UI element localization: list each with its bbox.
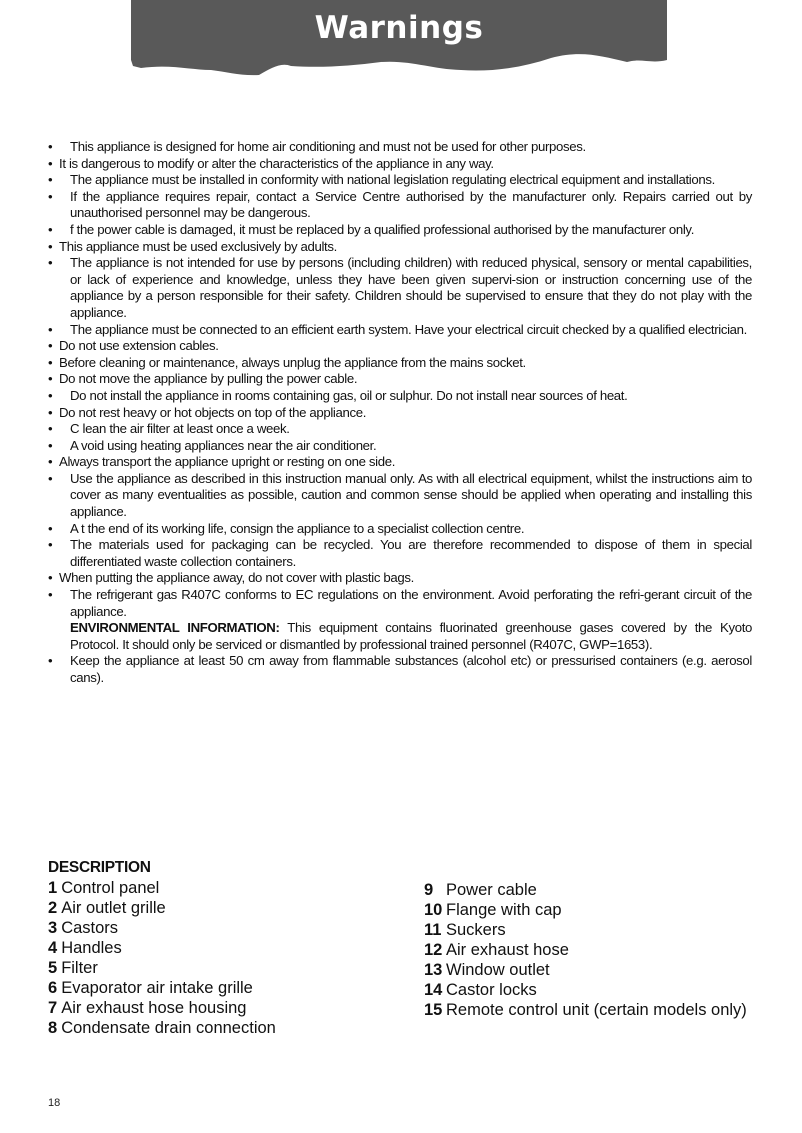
warning-item <box>48 172 752 189</box>
bullet-icon: • <box>48 238 53 254</box>
warning-text: A void using heating appliances near the air conditioner. <box>70 437 377 453</box>
component-number: 15 <box>424 1001 443 1019</box>
component-label: Evaporator air intake grille <box>61 979 253 997</box>
component-label: Castors <box>61 919 119 937</box>
warning-item <box>48 438 752 455</box>
warning-text: The refrigerant gas R407C conforms to EC regulations on the environment. Avoid perforating the refri-gerant circuit of the appliance. <box>70 587 752 619</box>
component-number: 14 <box>424 981 443 999</box>
warning-item <box>48 471 752 521</box>
description-right-column <box>424 880 752 1020</box>
component-label: Flange with cap <box>446 901 562 919</box>
bullet-icon: • <box>48 570 53 586</box>
bullet-icon: • <box>48 387 53 403</box>
component-label: Remote control unit (certain models only) <box>446 1001 747 1019</box>
bullet-icon: • <box>48 520 53 536</box>
component-label: Suckers <box>446 921 506 939</box>
bullet-icon: • <box>48 221 53 237</box>
component-label: Handles <box>61 939 122 957</box>
warning-text: When putting the appliance away, do not cover with plastic bags. <box>59 570 414 586</box>
warning-item <box>48 189 752 222</box>
warning-item <box>48 322 752 339</box>
warning-text: The appliance must be connected to an efficient earth system. Have your electrical circuit checked by a qualified electrician. <box>70 321 747 337</box>
warning-text: Do not use extension cables. <box>59 338 219 354</box>
component-label: Castor locks <box>446 981 537 999</box>
component-number: 7 <box>48 999 58 1017</box>
environmental-info-label: ENVIRONMENTAL INFORMATION: <box>70 620 280 636</box>
warning-item <box>48 653 752 686</box>
component-label: Air outlet grille <box>61 899 166 917</box>
environmental-info <box>70 620 752 653</box>
warning-item <box>48 587 752 653</box>
component-list-item <box>48 938 378 958</box>
component-number: 3 <box>48 919 58 937</box>
warning-text: Keep the appliance at least 50 cm away from flammable substances (alcohol etc) or pressurised containers (e.g. aerosol cans). <box>70 653 752 685</box>
bullet-icon: • <box>48 354 53 370</box>
header-banner <box>131 0 667 80</box>
warning-item <box>48 139 752 156</box>
bullet-icon: • <box>48 421 53 437</box>
bullet-icon: • <box>48 139 53 154</box>
warning-item <box>48 405 752 422</box>
component-label: Power cable <box>446 881 537 899</box>
warning-item <box>48 421 752 438</box>
bullet-icon: • <box>48 537 53 553</box>
component-list-item <box>48 898 378 918</box>
component-number: 5 <box>48 959 58 977</box>
warning-item <box>48 371 752 388</box>
component-label: Air exhaust hose housing <box>61 999 247 1017</box>
warning-item <box>48 255 752 321</box>
warning-item <box>48 537 752 570</box>
warning-item <box>48 570 752 587</box>
component-label: Filter <box>61 959 98 977</box>
warning-text: Always transport the appliance upright or resting on one side. <box>59 454 396 470</box>
component-label: Control panel <box>61 879 160 897</box>
component-number: 2 <box>48 899 58 917</box>
warning-text: If the appliance requires repair, contact a Service Centre authorised by the manufacturer only. Repairs carried out by unauthorised personnel may be dangerous. <box>70 188 752 221</box>
component-label: Window outlet <box>446 961 550 979</box>
component-number: 4 <box>48 939 58 957</box>
warnings-list <box>48 139 752 687</box>
bullet-icon: • <box>48 454 53 470</box>
component-list-item <box>424 940 752 960</box>
bullet-icon: • <box>48 188 53 204</box>
warning-text: Do not rest heavy or hot objects on top of the appliance. <box>59 404 367 420</box>
bullet-icon: • <box>48 587 53 603</box>
warning-text: The appliance is not intended for use by persons (including children) with reduced physical, sensory or mental capabilities, or lack of experience and knowledge, unless they have been given supervi-sion or instruction concerning use of the appliance by a person responsible for their safety. Children should be supervised to ensure that they do not play with the appliance. <box>70 255 752 320</box>
component-number: 10 <box>424 901 443 919</box>
component-number: 1 <box>48 879 58 897</box>
warning-item <box>48 338 752 355</box>
warning-item <box>48 156 752 173</box>
environmental-info-text: This equipment contains fluorinated greenhouse gases covered by the Kyoto Protocol. It should only be serviced or dismantled by professional trained personnel (R407C, GWP=1653). <box>70 620 752 652</box>
component-number: 6 <box>48 979 58 997</box>
bullet-icon: • <box>48 470 53 486</box>
component-list-item <box>48 918 378 938</box>
warning-text: The materials used for packaging can be recycled. You are therefore recommended to dispose of them in special differentiated waste collection containers. <box>70 537 752 569</box>
component-list-item <box>424 880 752 900</box>
component-list-item <box>48 998 378 1018</box>
component-list-item <box>48 978 378 998</box>
warning-text: Use the appliance as described in this instruction manual only. As with all electrical equipment, whilst the instructions aim to cover as many eventualities as possible, caution and common sense should be applied when operating and installing this appliance. <box>70 470 752 520</box>
description-heading: DESCRIPTION <box>48 859 151 876</box>
warning-text: Do not install the appliance in rooms containing gas, oil or sulphur. Do not install near sources of heat. <box>70 387 628 403</box>
warning-item <box>48 454 752 471</box>
warning-item <box>48 521 752 538</box>
component-list-item <box>424 980 752 1000</box>
component-number: 13 <box>424 961 443 979</box>
page-title: Warnings <box>314 10 484 46</box>
page-number: 18 <box>48 1097 61 1109</box>
component-label: Air exhaust hose <box>446 941 569 959</box>
bullet-icon: • <box>48 404 53 420</box>
bullet-icon: • <box>48 172 53 188</box>
warning-item <box>48 388 752 405</box>
component-list-item <box>424 920 752 940</box>
warning-item <box>48 355 752 372</box>
warning-text: This appliance is designed for home air conditioning and must not be used for other purposes. <box>70 139 586 154</box>
component-number: 8 <box>48 1019 58 1037</box>
warning-text: The appliance must be installed in conformity with national legislation regulating electrical equipment and installations. <box>70 172 715 188</box>
warning-text: C lean the air filter at least once a week. <box>70 421 290 437</box>
warning-text: f the power cable is damaged, it must be replaced by a qualified professional authorised by the manufacturer only. <box>70 221 695 237</box>
description-left-column <box>48 858 378 1038</box>
warning-text: Do not move the appliance by pulling the power cable. <box>59 371 358 387</box>
bullet-icon: • <box>48 155 53 171</box>
warning-text: It is dangerous to modify or alter the characteristics of the appliance in any way. <box>59 155 494 171</box>
component-number: 9 <box>424 881 434 899</box>
component-number: 11 <box>424 921 442 939</box>
component-number: 12 <box>424 941 443 959</box>
bullet-icon: • <box>48 338 53 354</box>
component-list-item <box>48 1018 378 1038</box>
component-label: Condensate drain connection <box>61 1019 276 1037</box>
component-list-item <box>48 958 378 978</box>
bullet-icon: • <box>48 653 53 669</box>
component-list-item <box>424 960 752 980</box>
warning-text: A t the end of its working life, consign the appliance to a specialist collection centre. <box>70 520 525 536</box>
component-list-item <box>424 1000 752 1020</box>
warning-item <box>48 239 752 256</box>
bullet-icon: • <box>48 437 53 453</box>
bullet-icon: • <box>48 321 53 337</box>
warning-text: This appliance must be used exclusively by adults. <box>59 238 337 254</box>
warning-text: Before cleaning or maintenance, always unplug the appliance from the mains socket. <box>59 354 526 370</box>
component-list-item <box>424 900 752 920</box>
bullet-icon: • <box>48 371 53 387</box>
bullet-icon: • <box>48 255 53 271</box>
warning-item <box>48 222 752 239</box>
component-list-item <box>48 878 378 898</box>
